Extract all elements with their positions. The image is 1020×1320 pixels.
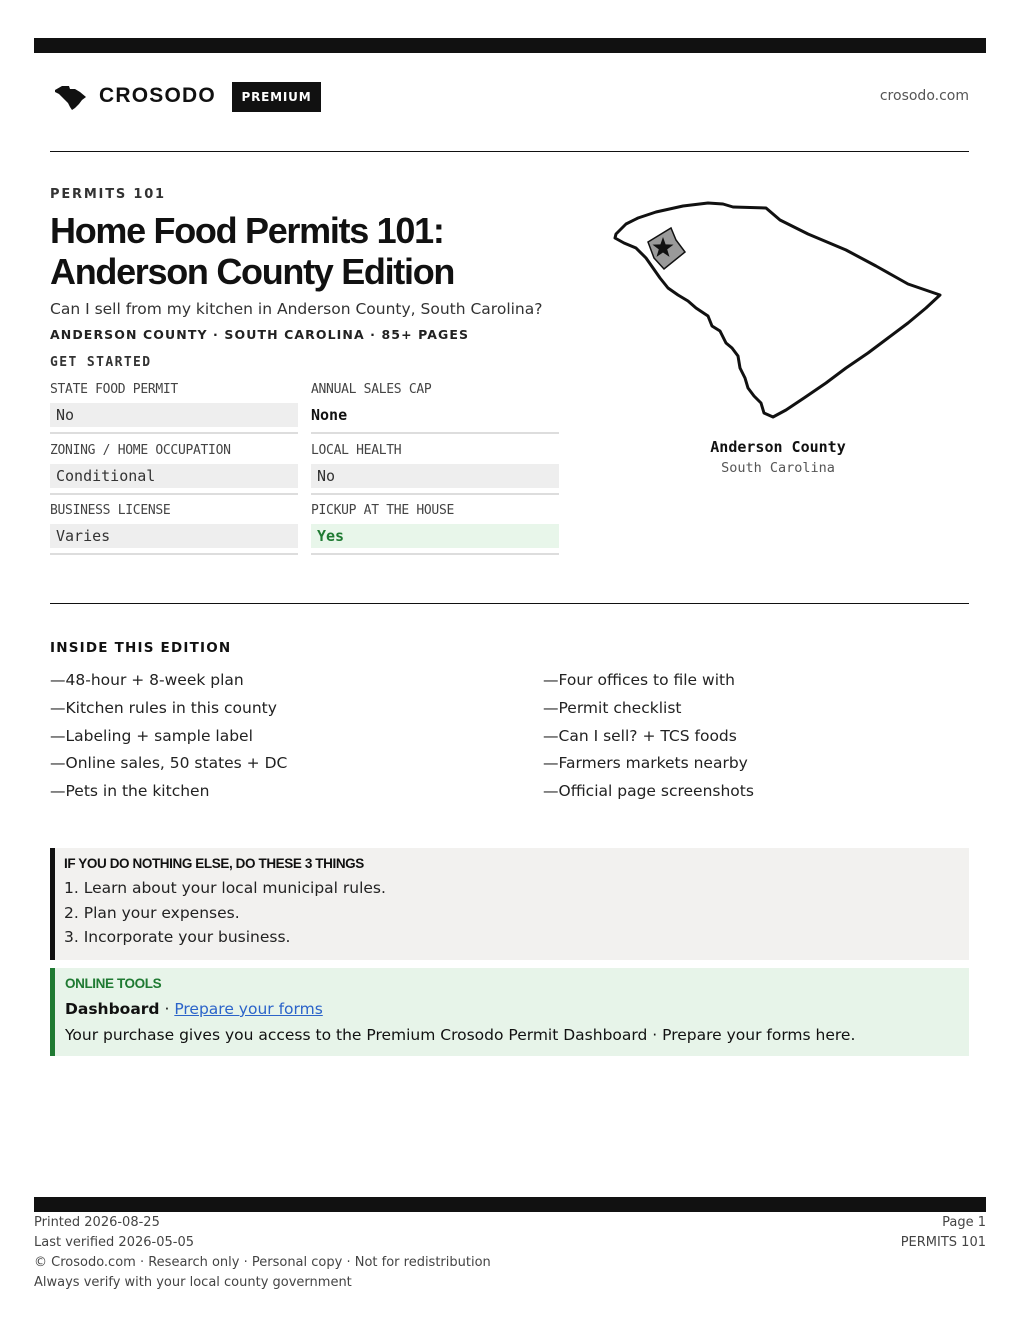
bottom-bar	[34, 1197, 986, 1212]
footer-left	[34, 1213, 491, 1293]
prepare-forms-link[interactable]: Prepare your forms	[174, 1000, 323, 1018]
premium-badge: PREMIUM	[232, 82, 321, 112]
tools-heading: ONLINE TOOLS	[65, 976, 162, 991]
verify-advice: Always verify with your local county government	[34, 1275, 352, 1290]
header	[50, 78, 969, 118]
fact-value: Conditional	[50, 464, 298, 488]
list-item: —Online sales, 50 states + DC	[50, 754, 288, 773]
list-item: —Permit checklist	[543, 698, 682, 717]
list-item: —Labeling + sample label	[50, 726, 253, 745]
fact-label: PICKUP AT THE HOUSE	[311, 503, 455, 518]
brand-name: CROSODO	[99, 84, 216, 107]
list-item: —Pets in the kitchen	[50, 782, 210, 801]
header-divider	[50, 151, 969, 152]
section-divider	[50, 603, 969, 604]
must-do-callout	[50, 848, 969, 960]
fact-label: STATE FOOD PERMIT	[50, 382, 178, 397]
step-item: 3. Incorporate your business.	[64, 928, 291, 946]
map-county-label: Anderson County	[710, 438, 846, 456]
step-item: 1. Learn about your local municipal rules.	[64, 879, 386, 897]
state-map	[608, 198, 948, 423]
list-item: —48-hour + 8-week plan	[50, 671, 244, 689]
tools-description: Your purchase gives you access to the Premium Crosodo Permit Dashboard · Prepare your forms here.	[65, 1026, 856, 1044]
list-item: —Farmers markets nearby	[543, 754, 748, 773]
fact-value: No	[311, 464, 559, 488]
fact-value: Yes	[311, 524, 559, 548]
list-item: —Four offices to file with	[543, 671, 735, 689]
title-line-1: Home Food Permits 101:	[50, 210, 444, 251]
fact-label: BUSINESS LICENSE	[50, 503, 171, 518]
fact-value: No	[50, 403, 298, 427]
fact-value: None	[311, 406, 348, 424]
verified-date: Last verified 2026-05-05	[34, 1235, 194, 1250]
printed-date: Printed 2026-08-25	[34, 1215, 160, 1230]
fact-state-food-permit	[50, 382, 298, 434]
map-state-label: South Carolina	[721, 460, 835, 476]
contents-list-left	[50, 667, 287, 806]
inside-edition-heading: INSIDE THIS EDITION	[50, 640, 232, 656]
title-line-2: Anderson County Edition	[50, 251, 455, 292]
section-kicker: PERMITS 101	[50, 187, 166, 202]
tools-link-line	[65, 996, 969, 1022]
top-bar	[34, 38, 986, 53]
callout-heading: IF YOU DO NOTHING ELSE, DO THESE 3 THINGS	[64, 856, 364, 871]
page-number: Page 1	[942, 1215, 986, 1230]
fact-zoning-home-occupation	[50, 443, 298, 495]
state-logo-icon	[53, 83, 89, 111]
page-subtitle: Can I sell from my kitchen in Anderson County, South Carolina?	[50, 300, 543, 318]
fact-annual-sales-cap	[311, 382, 559, 434]
fact-pickup-at-house	[311, 503, 559, 555]
edition-meta: ANDERSON COUNTY · SOUTH CAROLINA · 85+ PAGES	[50, 327, 470, 342]
site-url[interactable]: crosodo.com	[879, 88, 969, 104]
fact-business-license	[50, 503, 298, 555]
footer-right	[901, 1213, 986, 1253]
copyright-notice: © Crosodo.com · Research only · Personal copy · Not for redistribution	[34, 1255, 491, 1270]
fact-local-health	[311, 443, 559, 495]
contents-list-right	[543, 667, 754, 806]
fact-value: Varies	[50, 524, 298, 548]
list-item: —Kitchen rules in this county	[50, 698, 277, 717]
fact-label: LOCAL HEALTH	[311, 443, 402, 458]
step-item: 2. Plan your expenses.	[64, 903, 240, 922]
footer-section: PERMITS 101	[900, 1235, 986, 1250]
list-item: —Can I sell? + TCS foods	[543, 726, 737, 745]
list-item: —Official page screenshots	[543, 782, 754, 801]
fact-label: ANNUAL SALES CAP	[311, 382, 432, 397]
dashboard-label: Dashboard	[65, 1000, 160, 1018]
separator: ·	[159, 1000, 175, 1018]
page-title	[50, 210, 590, 292]
fact-label: ZONING / HOME OCCUPATION	[50, 443, 231, 458]
get-started-heading: GET STARTED	[50, 355, 152, 370]
online-tools-callout	[50, 968, 969, 1056]
